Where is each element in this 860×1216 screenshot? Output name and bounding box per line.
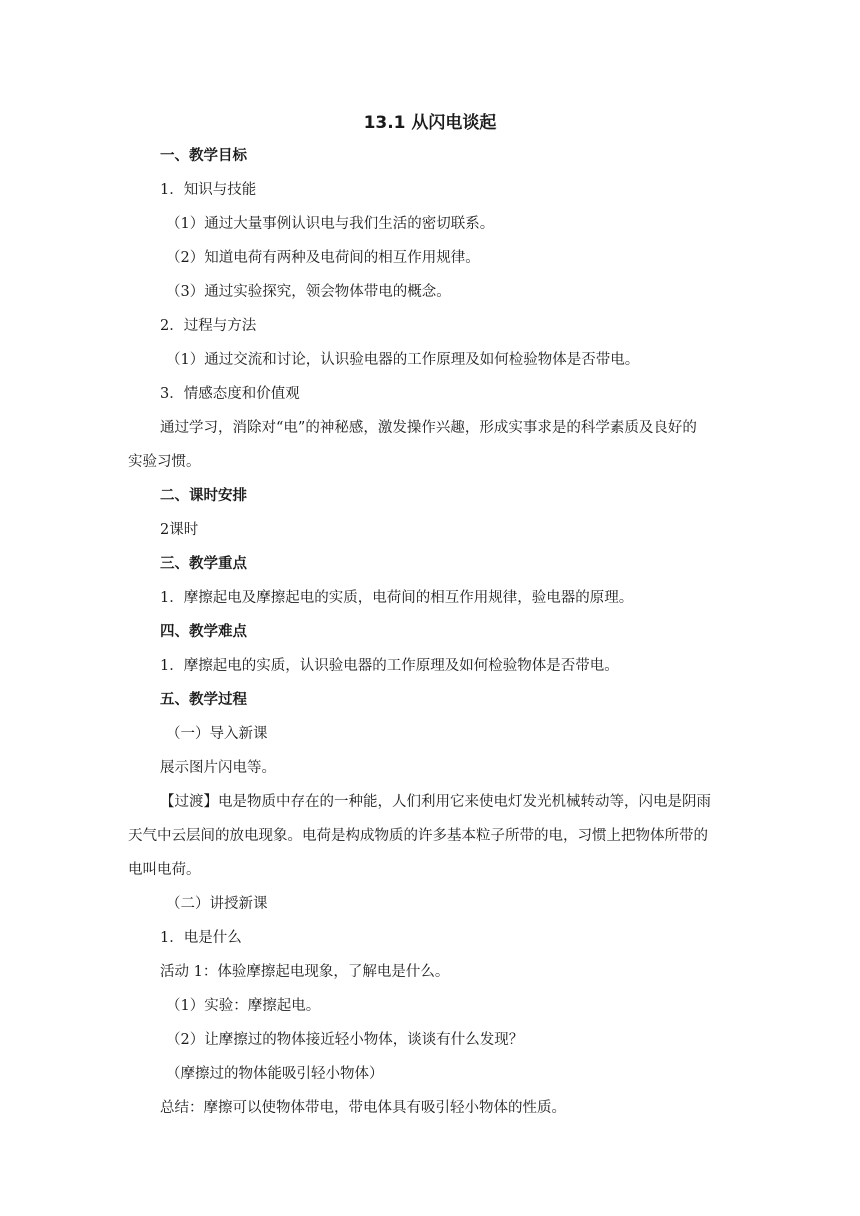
transition-tag: 【过渡】 <box>160 794 218 810</box>
page-title: 13.1 从闪电谈起 <box>363 113 497 133</box>
paragraph-line: 电叫电荷。 <box>128 862 201 878</box>
objective-item: （1）通过大量事例认识电与我们生活的密切联系。 <box>166 216 495 232</box>
section-heading-schedule: 二、课时安排 <box>160 488 247 504</box>
objective-item: （3）通过实验探究，领会物体带电的概念。 <box>166 284 451 300</box>
subheading-knowledge: 1．知识与技能 <box>160 182 257 198</box>
subheading-new-lesson: （二）讲授新课 <box>166 896 268 912</box>
summary-text: 总结：摩擦可以使物体带电，带电体具有吸引轻小物体的性质。 <box>160 1100 566 1116</box>
section-heading-objectives: 一、教学目标 <box>160 148 247 164</box>
section-heading-process: 五、教学过程 <box>160 692 247 708</box>
paragraph-line: 天气中云层间的放电现象。电荷是构成物质的许多基本粒子所带的电，习惯上把物体所带的 <box>128 828 708 844</box>
paragraph-line: 通过学习，消除对“电”的神秘感，激发操作兴趣，形成实事求是的科学素质及良好的 <box>160 420 697 436</box>
activity-answer: （摩擦过的物体能吸引轻小物体） <box>166 1066 384 1082</box>
activity-step: （2）让摩擦过的物体接近轻小物体，谈谈有什么发现？ <box>166 1032 524 1048</box>
subheading-attitude: 3．情感态度和价值观 <box>160 386 300 402</box>
transition-line <box>160 792 711 812</box>
subheading-process: 2．过程与方法 <box>160 318 257 334</box>
intro-text: 展示图片闪电等。 <box>160 760 276 776</box>
section-heading-key-points: 三、教学重点 <box>160 556 247 572</box>
key-points-text: 1．摩擦起电及摩擦起电的实质，电荷间的相互作用规律，验电器的原理。 <box>160 590 634 606</box>
schedule-text: 2课时 <box>160 522 199 538</box>
subheading-intro: （一）导入新课 <box>166 726 268 742</box>
activity-text: 活动 1：体验摩擦起电现象，了解电是什么。 <box>160 964 450 980</box>
transition-text: 电是物质中存在的一种能，人们利用它来使电灯发光机械转动等，闪电是阴雨 <box>218 794 711 810</box>
activity-step: （1）实验：摩擦起电。 <box>166 998 321 1014</box>
paragraph-line: 实验习惯。 <box>128 454 201 470</box>
question-heading: 1．电是什么 <box>160 930 242 946</box>
section-heading-difficulties: 四、教学难点 <box>160 624 247 640</box>
difficulties-text: 1．摩擦起电的实质，认识验电器的工作原理及如何检验物体是否带电。 <box>160 658 619 674</box>
objective-item: （1）通过交流和讨论，认识验电器的工作原理及如何检验物体是否带电。 <box>166 352 640 368</box>
objective-item: （2）知道电荷有两种及电荷间的相互作用规律。 <box>166 250 480 266</box>
